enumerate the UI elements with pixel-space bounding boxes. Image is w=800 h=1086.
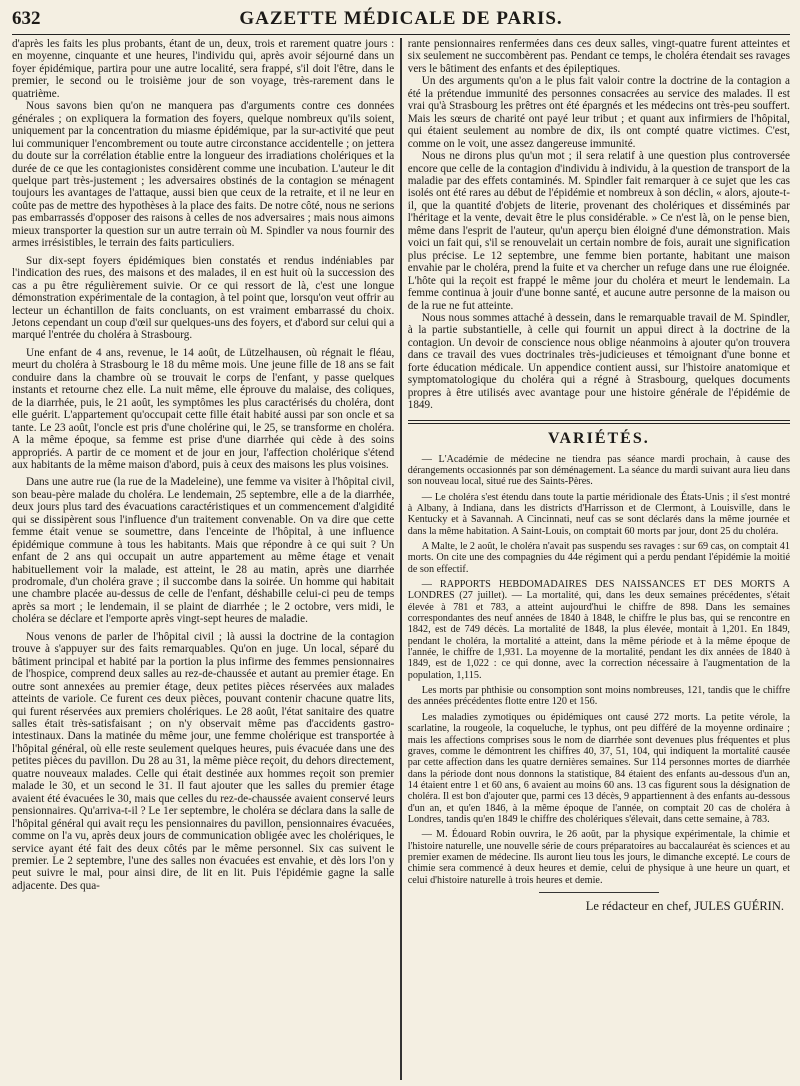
page-title: GAZETTE MÉDICALE DE PARIS. [239, 8, 563, 29]
article-paragraph: Dans une autre rue (la rue de la Madeleine), une femme va visiter à l'hôpital civil, son beau-père malade du choléra. Le lendemain, 25 septembre, elle a de la diarrhée, deux jours plus tard des évacuations caractéristiques et un commencement d'algidité qui se dissipèrent sous l'influence d'un traitement convenable. On va dire que cette femme était venue se soumettre, dans l'enceinte de l'hôpital, à une influence épidémique commune à tous les habitants. Mais que répondre à ce qui suit ? Un enfant de 2 ans qui occupait un autre appartement au même étage et venait habituellement voir la malade, est atteint, le 28 au matin, après une diarrhée prodromale, d'un choléra grave ; il succombe dans la soirée. Un homme qui habitait une chambre placée au-dessus de celle de l'enfant, déshabille celui-ci peu de temps après sa mort ; le lendemain, il se plaint de diarrhée ; le 2 octobre, vers midi, le choléra se déclare et l'emporte après vingt-sept heures de maladie. [12, 476, 395, 626]
columns [12, 38, 790, 1080]
article-paragraph: d'après les faits les plus probants, étant de un, deux, trois et rarement quatre jours : en moyenne, cinquante et une heures, l'individu qui, après avoir séjourné dans un foyer épidémique, partira pour une autre localité, sera frappé, s'il doit l'être, dans le premier, le second ou le troisième jour de son voyage, très-rarement dans le quatrième. [12, 38, 395, 100]
varietes-section [408, 454, 790, 886]
news-item: Les maladies zymotiques ou épidémiques ont causé 272 morts. La petite vérole, la scarlatine, la rougeole, la coqueluche, le typhus, ont peu différé de la moyenne ordinaire ; mais les affections comprises sous le nom de diarrhée sont devenues plus fréquentes et plus graves, comme le démontrent les chiffres 40, 37, 51, 104, qui indiquent la mortalité causée par cette affection dans les quatre dernières semaines. Sur 114 personnes mortes de diarrhée dans la période dont nous donnons la statistique, 84 étaient des enfants au-dessous d'un an, 14 étaient entre 1 et 60 ans, 6 avaient au moins 60 ans. 13 cas figurent sous la désignation de choléra. Il est bon d'ajouter que, parmi ces 13 décès, 9 appartiennent à des enfants au-dessous d'un an, et qu'en 1846, à la même époque de l'année, on comptait 20 cas de choléra à Londres, tandis qu'en 1849 le chiffre des cholériques s'élevait, dans cette semaine, à 783. [407, 711, 790, 825]
news-item: Les morts par phthisie ou consomption sont moins nombreuses, 121, tandis que le chiffre des années précédentes flotte entre 120 et 156. [407, 685, 790, 708]
end-rule [539, 892, 659, 893]
article-paragraph: Sur dix-sept foyers épidémiques bien constatés et rendus indéniables par l'indication des rues, des maisons et des malades, il en est huit où la succession des cas a pu être régulièrement suivie. Or ce qui ressort de là, c'est une longue démonstration expérimentale de la contagion, à tel point que, lorsqu'on veut offrir au lecteur un échantillon de faits concluants, on est vraiment embarrassé du choix. Jetons cependant un coup d'œil sur quelques-uns des foyers, et d'abord sur celui qui a marqué l'entrée du choléra à Strasbourg. [12, 254, 395, 342]
column-divider [400, 38, 401, 1080]
news-item: — RAPPORTS HEBDOMADAIRES DES NAISSANCES ET DES MORTS A LONDRES (27 juillet). — La mortalité, qui, dans les deux semaines précédentes, s'était élevée à 781 et 783, a atteint aujourd'hui le chiffre de 898. Dans les semaines correspondantes des neuf années de 1840 à 1848, le chiffre le plus bas, qui se rencontre en 1842, est de 749 décès. La mortalité de 1848, la plus élevée, montait à 1,201. En 1849, pendant le choléra, la mortalité a atteint, dans la même période et à la même époque de l'année, le chiffre de 1,931. La moyenne de la mortalité, pendant les dix années de 1840 à 1849, est de 1,022 : ce qui donne, avec la correction nécessaire à l'augmentation de la population, 1,115. [407, 579, 790, 681]
section-divider [408, 420, 790, 424]
page-header [12, 8, 790, 35]
page-number: 632 [12, 8, 41, 29]
varietes-heading: VARIÉTÉS. [547, 429, 650, 447]
article-paragraph: rante pensionnaires renfermées dans ces deux salles, vingt-quatre furent atteintes et six seulement ne succombèrent pas. Pendant ce temps, le choléra étendait ses ravages vers le bâtiment des enfants et des épileptiques. [407, 38, 790, 75]
right-column [408, 38, 790, 1080]
article-paragraph: Nous nous sommes attaché à dessein, dans le remarquable travail de M. Spindler, à la partie substantielle, à celle qui fournit un appui direct à la doctrine de la contagion. Un devoir de conscience nous oblige néanmoins à ajouter qu'on trouvera dans ce travail des vues doctrinales très-judicieuses et témoignant d'une bonne et forte éducation médicale. Un appendice contient aussi, sur l'histoire anatomique et symptomatologique du choléra qui a régné à Strasbourg, quelques documents propres à être utilisés avec avantage pour une histoire générale de l'épidémie de 1849. [407, 311, 790, 412]
article-paragraph: Un des arguments qu'on a le plus fait valoir contre la doctrine de la contagion a été la prétendue immunité des personnes consacrées au service des malades. Il est vrai qu'à Strasbourg les prêtres ont été épargnés et les médecins ont très-peu souffert. Mais les sœurs de charité ont payé leur tribut ; et quant aux infirmiers de l'hôpital, qui étaient seulement au nombre de dix, ils ont compté quatre victimes. C'est, comme on le voit, une assez dangereuse immunité. [407, 75, 790, 150]
article-paragraph: Nous venons de parler de l'hôpital civil ; là aussi la doctrine de la contagion trouve à s'appuyer sur des faits remarquables. Qu'on en juge. Un local, séparé du bâtiment principal et habité par la portion la plus infirme des femmes pensionnaires de l'hospice, comprend deux salles au rez-de-chaussée et autant au premier étage. En outre sont annexées au premier étage, deux petites pièces réservées aux malades atteints de variole. Ce furent ces deux pièces, pouvant contenir chacune quatre lits, qui furent réservées aux premiers cholériques. Le 28 août, l'état sanitaire des quatre salles était très-satisfaisant ; on n'y observait même pas d'accidents gastro-intestinaux. Dans la matinée du même jour, une femme cholérique est transportée à l'hôpital général, où elle reste seulement quelques heures, puis évacuée dans une des petites pièces du pavillon. Du 28 au 31, la même pièce reçoit, du dehors directement, quatre nouveaux malades. Celle qui était destinée aux hommes reçoit son premier malade le 30, et un second le 31. Il faut ajouter que les salles du premier étage avaient été évacuées le 30, mais que celles du rez-de-chaussée avaient conservé leurs pensionnaires. Qu'arriva-t-il ? Le 1er septembre, le choléra se déclara dans la salle de l'hôpital général qui avait reçu les pensionnaires du pavillon, pensionnaires évacuées, comme on l'a vu, après deux jours de communication obligée avec les cholériques, le service ayant été fait des deux côtés par le même personnel. Six cas suivent le premier. Le 2 septembre, l'une des salles non évacuées est envahie, et dès lors l'on y peut suivre le mal, pour ainsi dire, de lit en lit. Puis l'épidémie gagne la salle adjacente. Des qua- [12, 630, 395, 892]
left-column [12, 38, 394, 1080]
news-item: — M. Édouard Robin ouvrira, le 26 août, par la physique expérimentale, la chimie et l'histoire naturelle, une nouvelle série de cours préparatoires au baccalauréat ès sciences et au premier examen de médecine. Ils auront lieu tous les jours, le dimanche excepté. Le cours de chimie sera commencé à deux heures et demie, celui de physique à une heure un quart, et celui d'histoire naturelle à trois heures et demie. [407, 829, 790, 886]
article-paragraph: Nous savons bien qu'on ne manquera pas d'arguments contre ces données générales ; on expliquera la formation des foyers, quelque nombreux qu'ils soient, uniquement par la concentration du miasme épidémique, par la sur-activité que peut lui communiquer l'encombrement ou toute autre circonstance accidentelle ; on jettera du doute sur la corrélation établie entre la longueur des irradiations cholériques et la durée de ce que les contagionistes considèrent comme une incubation. L'auteur le dit quelque part très-justement ; les adversaires obstinés de la contagion se ménagent toujours les avantages de l'attaque, aussi bien que ceux de la retraite, et il ne leur en coûte pas de mettre des hypothèses à la place des faits. De notre côté, nous ne serions pas embarrassés d'opposer des raisons à celles de nos adversaires ; mais nous aimons mieux transporter la question sur un autre terrain où M. Spindler va nous fournir des armes irrésistibles, le terrain des faits particuliers. [12, 100, 395, 250]
article-paragraph: Une enfant de 4 ans, revenue, le 14 août, de Lützelhausen, où régnait le fléau, meurt du choléra à Strasbourg le 18 du même mois. Une jeune fille de 18 ans se fait conduire dans la chambre où se trouvait le corps de l'enfant, y passe quelques instants et retourne chez elle. La nuit même, elle éprouve du malaise, des coliques, de la diarrhée, puis, le 21 août, les symptômes les plus caractérisés du choléra, dont elle guérit. L'appartement qu'occupait cette fille était habité aussi par son oncle et sa tante. Le 23 août, l'oncle est pris d'une cholérine qui, le 25, se transforme en choléra. A la même époque, sa femme est prise d'une diarrhée qui cède à des soins appropriés. A partir de ce moment et de jour en jour, l'affection cholérique s'étend aux habitants de la même maison d'abord, puis à ceux des maisons les plus voisines. [12, 346, 395, 471]
news-item: — L'Académie de médecine ne tiendra pas séance mardi prochain, à cause des dérangements occasionnés par son déménagement. La séance du mardi suivant aura lieu dans son nouveau local, situé rue des Saints-Pères. [407, 453, 790, 488]
editor-signature: Le rédacteur en chef, JULES GUÉRIN. [585, 898, 784, 913]
news-item: — Le choléra s'est étendu dans toute la partie méridionale des États-Unis ; il s'est montré à Albany, à Indiana, dans les districts d'Harrisson et de Clermont, à Louisville, dans le Kentucky et à Savannah. A Cincinnati, neuf cas se sont déclarés dans la même journée et dans la même habitation. A Saint-Louis, on comptait 60 morts par jour, dont 25 du choléra. [407, 491, 790, 537]
article-paragraph: Nous ne dirons plus qu'un mot ; il sera relatif à une question plus controversée encore que celle de la contagion d'individu à individu, à la question de transport de la maladie par des effets contaminés. M. Spindler fait remarquer à ce sujet que les cas isolés ont été rares au début de l'épidémie et nombreux à son déclin, « alors, ajoute-t-il, que la quantité d'objets de literie, provenant des cholériques et disséminés par l'héritage et la vente, devait être le plus considérable. » Ce n'est là, on le pense bien, même dans l'esprit de l'auteur, qu'un aperçu bien éloigné d'une démonstration. Mais voici un fait qui, s'il se renouvelait un certain nombre de fois, aurait une signification plus précise. Le 12 septembre, une femme bien portante, habitant une maison envahie par le choléra, prend la fuite et va chercher un refuge dans une rue éloignée. L'hôte qui la reçoit est frappé le même jour du choléra et meurt le lendemain. La femme continua à jouir d'une bonne santé, et aucune autre personne de la maison ou de la rue ne fut atteinte. [407, 150, 790, 312]
news-item: A Malte, le 2 août, le choléra n'avait pas suspendu ses ravages : sur 69 cas, on comptait 41 morts. On cite une des compagnies du 44e régiment qui a perdu pendant l'épidémie la moitié de son effectif. [407, 541, 790, 575]
